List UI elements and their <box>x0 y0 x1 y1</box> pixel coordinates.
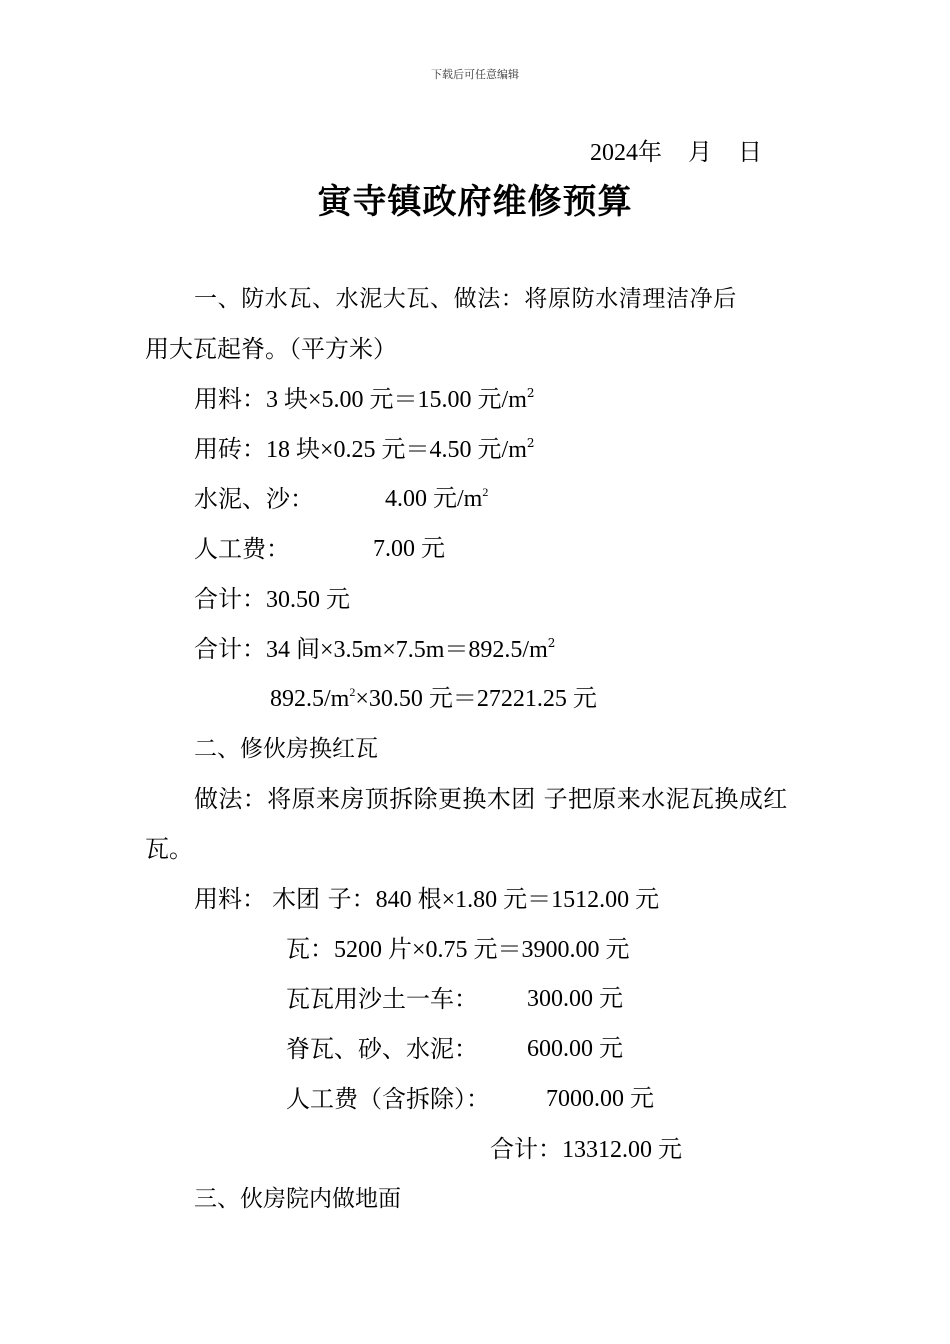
section2-item-sand-label: 瓦瓦用沙土一车： <box>286 985 478 1013</box>
section3-heading: 三、伙房院内做地面 <box>194 1186 401 1212</box>
date-month: 月 <box>688 140 712 166</box>
document-title: 寅寺镇政府维修预算 <box>317 182 633 222</box>
brick-label: 用砖： <box>194 435 266 463</box>
section2-item-labor-value: 7000.00 元 <box>546 1086 654 1112</box>
section1-cement-label: 水泥、沙： <box>194 485 314 513</box>
section2-item-labor-label: 人工费（含拆除）： <box>286 1085 490 1113</box>
section2-item-ridge-value: 600.00 元 <box>527 1036 623 1062</box>
material-sup: 2 <box>526 386 535 400</box>
header-note: 下载后可任意编辑 <box>431 68 519 81</box>
subtotal-value: 30.50 元 <box>266 587 350 613</box>
section2-heading: 二、修伙房换红瓦 <box>194 736 378 762</box>
date-year: 2024年 <box>590 140 662 166</box>
total-sup: 2 <box>547 636 556 650</box>
total-label: 合计： <box>194 635 266 663</box>
section2-item-ridge-label: 脊瓦、砂、水泥： <box>286 1035 478 1063</box>
total-calc-part1: 892.5/m <box>270 686 350 712</box>
section2-item-wood <box>272 884 659 915</box>
brick-sup: 2 <box>526 436 535 450</box>
section2-material-label: 用料： <box>194 885 266 913</box>
material-label: 用料： <box>194 385 266 413</box>
section1-heading-line2: 用大瓦起脊。（平方米） <box>145 335 397 363</box>
brick-value: 18 块×0.25 元＝4.50 元/m <box>266 437 527 463</box>
item-tile-label: 瓦： <box>286 935 334 963</box>
section1-cement-value <box>385 484 488 514</box>
item-wood-label: 木团 子： <box>272 885 376 913</box>
section2-method-line1: 做法：将原来房顶拆除更换木团 子把原来水泥瓦换成红 <box>194 785 788 813</box>
material-value: 3 块×5.00 元＝15.00 元/m <box>266 387 527 413</box>
total-calc-sup: 2 <box>349 685 356 699</box>
item-tile-value: 5200 片×0.75 元＝3900.00 元 <box>334 937 630 963</box>
total-value: 34 间×3.5m×7.5m＝892.5/m <box>266 637 548 663</box>
section2-item-sand-value: 300.00 元 <box>527 986 623 1012</box>
section1-subtotal-line <box>194 584 350 615</box>
section1-total-calc-line <box>270 684 597 714</box>
total-calc-part2: ×30.50 元＝27221.25 元 <box>355 686 597 712</box>
section1-material-line <box>194 384 535 415</box>
section1-heading-line1: 一、防水瓦、水泥大瓦、做法：将原防水清理洁净后 <box>194 286 737 312</box>
section2-total-value: 13312.00 元 <box>562 1137 682 1163</box>
section1-total-line <box>194 634 555 665</box>
cement-value: 4.00 元/m <box>385 486 483 512</box>
date-line <box>590 132 762 167</box>
section2-item-tile <box>286 934 630 965</box>
section2-method-line2: 瓦。 <box>145 835 193 863</box>
item-wood-value: 840 根×1.80 元＝1512.00 元 <box>375 887 660 913</box>
section1-labor-value: 7.00 元 <box>373 536 445 562</box>
date-day: 日 <box>738 140 762 166</box>
cement-sup: 2 <box>482 485 489 499</box>
section1-labor-label: 人工费： <box>194 535 290 563</box>
section1-brick-line <box>194 434 535 465</box>
section2-total-line <box>490 1134 682 1165</box>
section2-total-label: 合计： <box>490 1135 562 1163</box>
subtotal-label: 合计： <box>194 585 266 613</box>
